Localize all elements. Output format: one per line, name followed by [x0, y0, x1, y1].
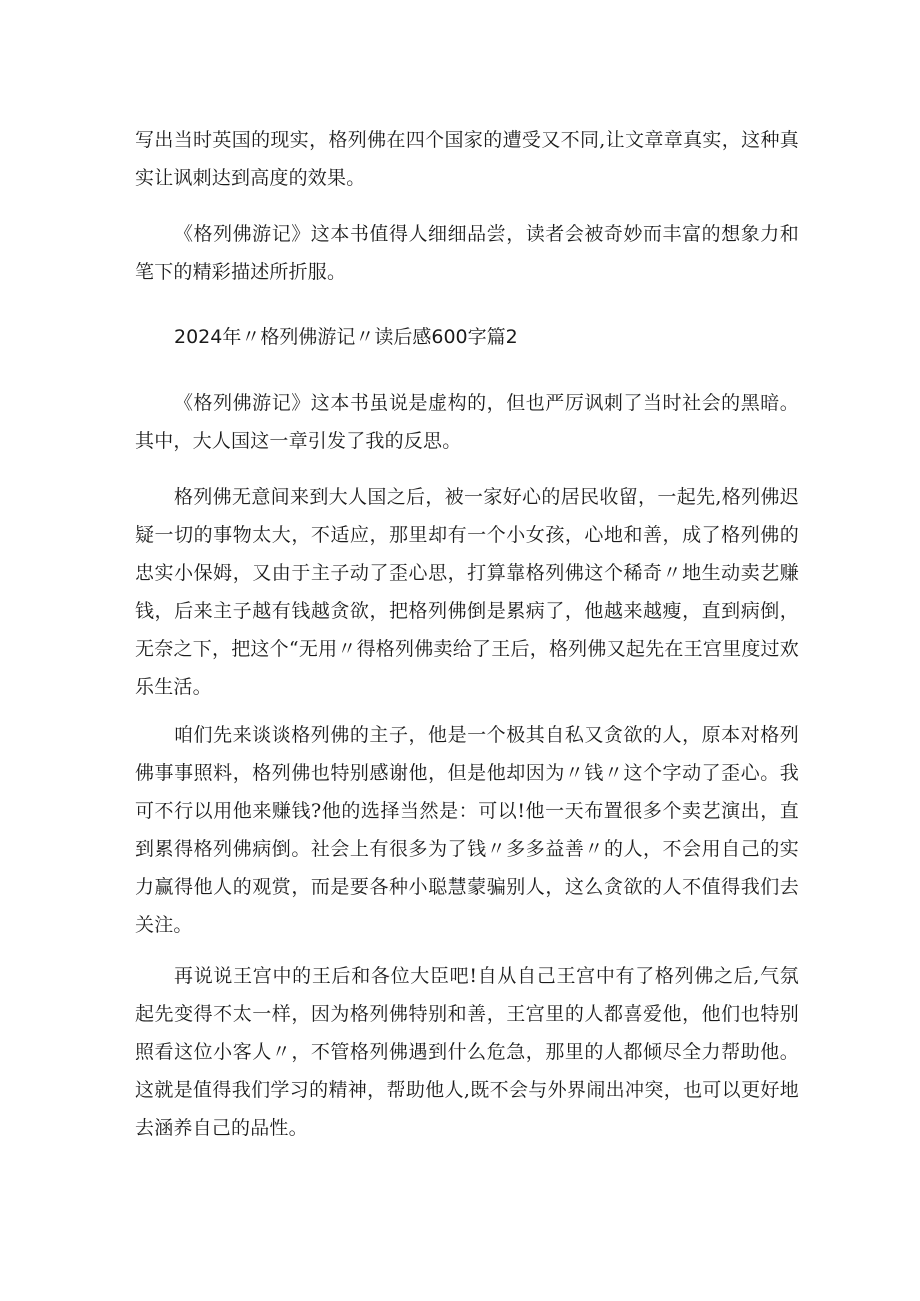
paragraph-book-overview: 《格列佛游记》这本书虽说是虚构的，但也严厉讽刺了当时社会的黑暗。其中，大人国这一章引发了我的反思。: [135, 392, 799, 452]
paragraph-intro-continuation: 写出当时英国的现实，格列佛在四个国家的遭受又不同,让文章章真实，这种真实让讽刺达到高度的效果。: [135, 129, 799, 189]
paragraph-palace-analysis: 再说说王宫中的王后和各位大臣吧!自从自己王宫中有了格列佛之后,气氛起先变得不太一样，因为格列佛特别和善，王宫里的人都喜爱他，他们也特别照看这位小客人〃，不管格列佛遇到什么危急，那里的人都倾尽全力帮助他。这就是值得我们学习的精神，帮助他人,既不会与外界闹出冲突，也可以更好地去涵养自己的品性。: [135, 965, 799, 1139]
paragraph-recommendation: 《格列佛游记》这本书值得人细细品尝，读者会被奇妙而丰富的想象力和笔下的精彩描述所折服。: [135, 223, 799, 283]
paragraph-master-analysis: 咱们先来谈谈格列佛的主子，他是一个极其自私又贪欲的人，原本对格列佛事事照料，格列佛也特别感谢他，但是他却因为〃钱〃这个字动了歪心。我可不行以用他来赚钱?他的选择当然是：可以!他一天布置很多个卖艺演出，直到累得格列佛病倒。社会上有很多为了钱〃多多益善〃的人，不会用自己的实力赢得他人的观赏，而是要各种小聪慧蒙骗别人，这么贪欲的人不值得我们去关注。: [135, 724, 799, 936]
section-heading: 2024年〃格列佛游记〃读后感600字篇2: [174, 326, 518, 348]
paragraph-brobdingnag-story: 格列佛无意间来到大人国之后，被一家好心的居民收留，一起先,格列佛迟疑一切的事物太大，不适应，那里却有一个小女孩，心地和善，成了格列佛的忠实小保姆，又由于主子动了歪心思，打算靠格列佛这个稀奇〃地生动卖艺赚钱，后来主子越有钱越贪欲，把格列佛倒是累病了，他越来越瘦，直到病倒，无奈之下，把这个“无用〃得格列佛卖给了王后，格列佛又起先在王宫里度过欢乐生活。: [135, 486, 799, 698]
